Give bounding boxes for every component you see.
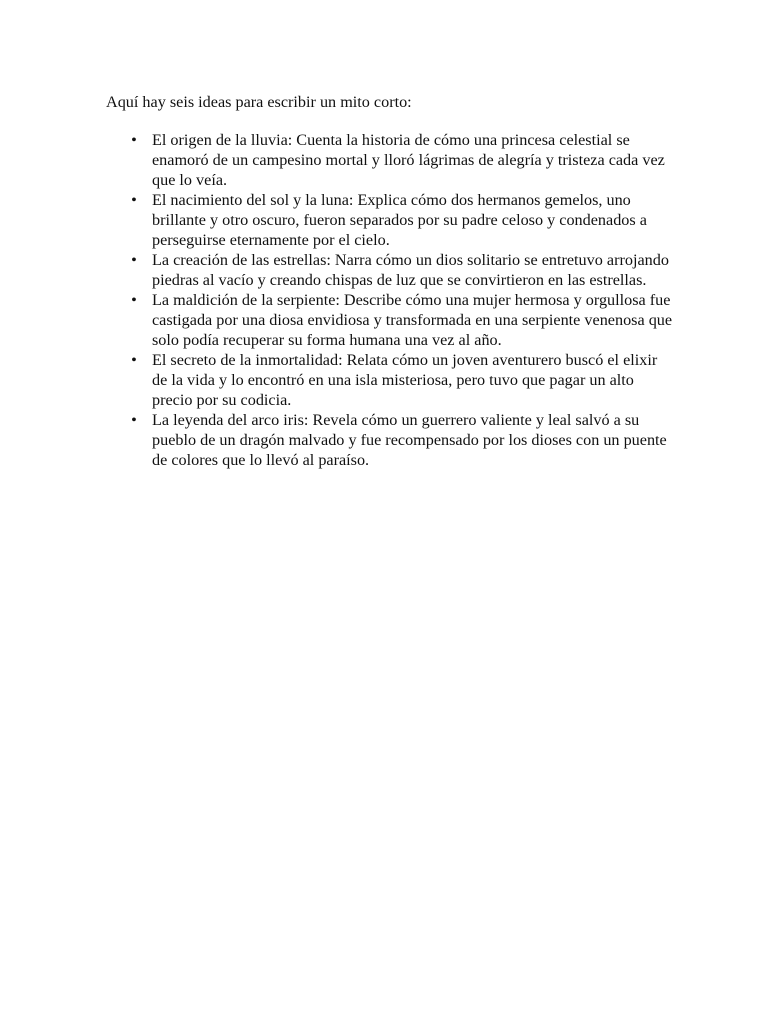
bullet-icon: • (131, 191, 137, 209)
list-item-text: El secreto de la inmortalidad: Relata cómo un joven aventurero buscó el elixir de la vida y lo encontró en una isla misteriosa, pero tuvo que pagar un alto precio por su codicia. (152, 351, 658, 409)
list-item-text: La creación de las estrellas: Narra cómo un dios solitario se entretuvo arrojando piedras al vacío y creando chispas de luz que se convirtieron en las estrellas. (152, 251, 669, 289)
bullet-icon: • (131, 251, 137, 269)
bullet-icon: • (131, 291, 137, 309)
bullet-icon: • (131, 131, 137, 149)
bullet-icon: • (131, 411, 137, 429)
document-body (106, 92, 676, 470)
list-item-text: La maldición de la serpiente: Describe cómo una mujer hermosa y orgullosa fue castigada por una diosa envidiosa y transformada en una serpiente venenosa que solo podía recuperar su forma humana una vez al año. (152, 291, 673, 349)
list-item-text: El nacimiento del sol y la luna: Explica cómo dos hermanos gemelos, uno brillante y otro oscuro, fueron separados por su padre celoso y condenados a perseguirse eternamente por el cielo. (152, 191, 647, 249)
list-item-text: La leyenda del arco iris: Revela cómo un guerrero valiente y leal salvó a su pueblo de un dragón malvado y fue recompensado por los dioses con un puente de colores que lo llevó al paraíso. (152, 411, 667, 469)
ideas-list (106, 130, 676, 470)
list-item (106, 130, 676, 190)
bullet-icon: • (131, 351, 137, 369)
list-item (106, 350, 676, 410)
list-item (106, 250, 676, 290)
list-item-text: El origen de la lluvia: Cuenta la historia de cómo una princesa celestial se enamoró de un campesino mortal y lloró lágrimas de alegría y tristeza cada vez que lo veía. (152, 131, 665, 189)
list-item (106, 190, 676, 250)
intro-paragraph: Aquí hay seis ideas para escribir un mito corto: (106, 93, 412, 111)
list-item (106, 290, 676, 350)
list-item (106, 410, 676, 470)
